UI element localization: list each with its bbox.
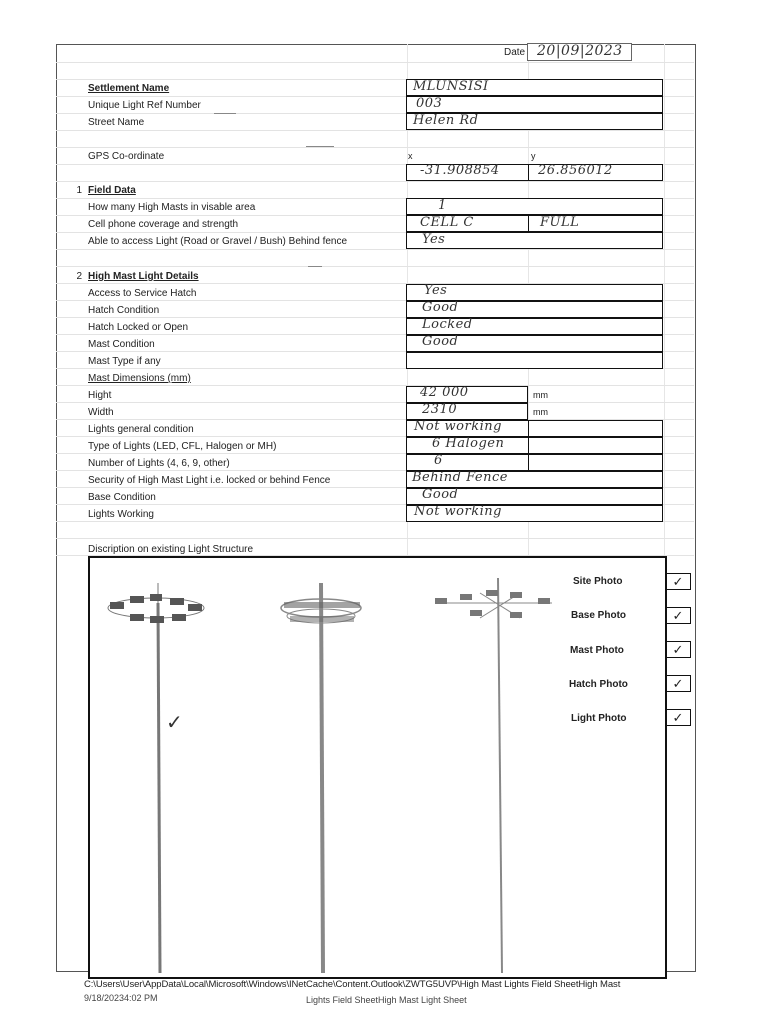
security-value: Behind Fence — [412, 470, 508, 485]
lights-condition-label: Lights general condition — [88, 424, 194, 435]
check-mark: ✓ — [166, 710, 184, 734]
masts-visible-label: How many High Masts in visable area — [88, 202, 256, 213]
row-line — [56, 62, 694, 63]
hatch-lock-value: Locked — [422, 317, 473, 332]
access-light-label: Able to access Light (Road or Gravel / Bush) Behind fence — [88, 236, 348, 247]
mast-3-lamps — [435, 590, 550, 618]
base-photo-check: ✓ — [665, 607, 691, 624]
street-name-label: Street Name — [88, 117, 145, 128]
row-line — [56, 147, 694, 148]
service-hatch-label: Access to Service Hatch — [88, 288, 197, 299]
field-divider — [528, 454, 529, 471]
mast-type-label: Mast Type if any — [88, 356, 161, 367]
gps-x-value: -31.908854 — [420, 163, 500, 178]
mast-photo-check: ✓ — [665, 641, 691, 658]
mast-photo-label: Mast Photo — [570, 645, 624, 656]
lights-working-label: Lights Working — [88, 509, 154, 520]
gps-x-label: x — [408, 151, 413, 161]
cell-divider — [528, 215, 529, 232]
date-value: 20|09|2023 — [537, 43, 623, 59]
field-divider — [528, 437, 529, 454]
row-line — [56, 266, 694, 267]
cell-provider-value: CELL C — [420, 215, 474, 230]
gps-y-label: y — [531, 151, 536, 161]
cell-coverage-label: Cell phone coverage and strength — [88, 219, 239, 230]
mast-1 — [108, 583, 204, 973]
light-count-field — [406, 454, 663, 471]
height-value: 42 000 — [420, 385, 469, 400]
width-label: Width — [88, 407, 114, 418]
settlement-name-value: MLUNSISI — [413, 79, 489, 94]
settlement-name-label: Settlement Name — [88, 83, 170, 94]
height-unit: mm — [533, 390, 548, 400]
base-condition-value: Good — [422, 487, 459, 502]
print-timestamp: 9/18/20234:02 PM — [84, 993, 158, 1003]
mast-3 — [435, 578, 552, 973]
lights-condition-value: Not working — [414, 419, 502, 434]
dash-mark — [214, 113, 236, 114]
row-line — [56, 385, 694, 386]
hatch-photo-label: Hatch Photo — [569, 679, 628, 690]
ref-number-value: 003 — [416, 96, 443, 111]
lights-working-value: Not working — [414, 504, 502, 519]
light-type-label: Type of Lights (LED, CFL, Halogen or MH) — [88, 441, 277, 452]
street-name-value: Helen Rd — [413, 113, 479, 128]
light-type-value: 6 Halogen — [432, 436, 505, 451]
width-unit: mm — [533, 407, 548, 417]
access-light-value: Yes — [422, 232, 446, 247]
base-photo-label: Base Photo — [571, 610, 627, 621]
mast-condition-label: Mast Condition — [88, 339, 155, 350]
width-value: 2310 — [422, 402, 458, 417]
service-hatch-value: Yes — [424, 283, 448, 298]
light-photo-check: ✓ — [665, 709, 691, 726]
hatch-lock-label: Hatch Locked or Open — [88, 322, 189, 333]
date-label: Date — [504, 47, 526, 58]
hatch-condition-label: Hatch Condition — [88, 305, 160, 316]
mast-2 — [281, 583, 361, 973]
cell-strength-value: FULL — [540, 215, 580, 230]
file-path: C:\Users\User\AppData\Local\Microsoft\Windows\INetCache\Content.Outlook\ZWTG5UVP\High Mast Lights Field SheetHigh Mast — [84, 979, 621, 990]
security-label: Security of High Mast Light i.e. locked or behind Fence — [88, 475, 331, 486]
field-divider — [528, 420, 529, 437]
section-number: 1 — [76, 185, 82, 196]
light-count-label: Number of Lights (4, 6, 9, other) — [88, 458, 230, 469]
row-line — [56, 130, 694, 131]
field-data-title: Field Data — [88, 185, 136, 196]
mast-details-title: High Mast Light Details — [88, 271, 199, 282]
hatch-photo-check: ✓ — [665, 675, 691, 692]
height-label: Hight — [88, 390, 112, 401]
row-line — [56, 249, 694, 250]
sheet-name: Lights Field SheetHigh Mast Light Sheet — [306, 995, 467, 1005]
dash-mark — [308, 266, 322, 267]
mast-1-lamps — [110, 594, 202, 623]
light-count-value: 6 — [434, 453, 443, 468]
site-photo-label: Site Photo — [573, 576, 623, 587]
hatch-condition-value: Good — [422, 300, 459, 315]
row-line — [56, 402, 694, 403]
row-line — [56, 538, 694, 539]
mast-type-field — [406, 352, 663, 369]
mast-dimensions-label: Mast Dimensions (mm) — [88, 373, 191, 384]
ref-number-field — [406, 96, 663, 113]
base-condition-label: Base Condition — [88, 492, 156, 503]
gps-divider — [528, 164, 529, 181]
gps-y-value: 26.856012 — [538, 163, 613, 178]
masts-visible-value: 1 — [438, 198, 447, 213]
ref-number-label: Unique Light Ref Number — [88, 100, 201, 111]
site-photo-check: ✓ — [665, 573, 691, 590]
light-photo-label: Light Photo — [571, 713, 627, 724]
gps-label: GPS Co-ordinate — [88, 151, 165, 162]
mast-condition-value: Good — [422, 334, 459, 349]
dash-mark — [306, 146, 334, 147]
row-line — [56, 181, 694, 182]
structure-description-label: Discription on existing Light Structure — [88, 544, 254, 555]
section-number: 2 — [76, 271, 82, 282]
